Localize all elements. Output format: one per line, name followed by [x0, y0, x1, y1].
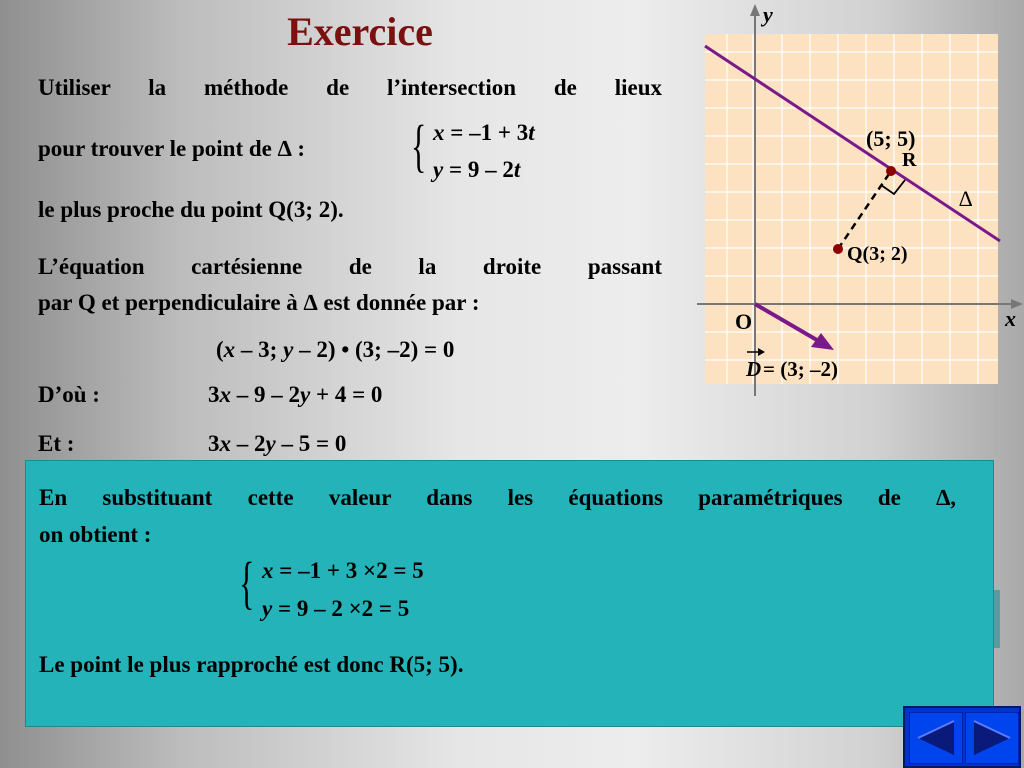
eq-part: – 2) • (3; –2) = 0 — [293, 337, 455, 362]
dou-equation — [208, 380, 382, 410]
eq-part: – 2 — [231, 431, 266, 456]
substitution-x — [262, 556, 424, 586]
substitution-y — [262, 594, 409, 624]
parametric-x — [433, 118, 535, 148]
eq-part: + 4 = 0 — [310, 382, 383, 407]
substitution-brace: { — [239, 550, 255, 615]
var-y: y — [265, 431, 276, 456]
param-y-expr: = 9 – 2 — [443, 157, 514, 182]
teal-result-box — [25, 460, 994, 727]
intro-line-2: pour trouver le point de ∆ : — [38, 136, 306, 161]
var-x: x — [219, 382, 231, 407]
et-equation — [208, 429, 346, 459]
sub-x-expr: = –1 + 3 ×2 = 5 — [273, 558, 424, 583]
intro-line-1: Utiliser la méthode de l’intersection de lieux — [38, 75, 662, 100]
var-t: t — [513, 157, 521, 182]
point-Q — [833, 244, 843, 254]
point-R-coords: (5; 5) — [866, 126, 916, 151]
y-axis-arrow-icon — [750, 4, 760, 16]
para2-line-2: par Q et perpendiculaire à ∆ est donnée par : — [38, 290, 480, 315]
teal-line-2: on obtient : — [39, 522, 152, 547]
eq-part: 3 — [208, 431, 220, 456]
y-axis-label: y — [763, 2, 773, 27]
param-x-expr: = –1 + 3 — [444, 120, 529, 145]
origin-label: O — [735, 309, 753, 334]
dot-product-equation — [216, 335, 454, 365]
eq-part: ( — [216, 337, 224, 362]
next-slide-button[interactable] — [965, 712, 1019, 764]
eq-part: – 5 = 0 — [275, 431, 347, 456]
eq-part: 3 — [208, 382, 220, 407]
var-x: x — [219, 431, 231, 456]
conclusion: Le point le plus rapproché est donc R(5; 5). — [39, 652, 464, 677]
var-y: y — [300, 382, 311, 407]
sub-y-expr: = 9 – 2 ×2 = 5 — [272, 596, 410, 621]
eq-part: – 9 – 2 — [231, 382, 300, 407]
vector-label-D: D — [746, 357, 762, 381]
navigation-bar — [903, 706, 1021, 768]
dou-label: D’où : — [38, 382, 100, 407]
left-triangle-icon — [910, 713, 962, 763]
para2-line-1: L’équation cartésienne de la droite passant — [38, 254, 662, 279]
var-y: y — [433, 157, 444, 182]
delta-label: ∆ — [959, 186, 973, 211]
right-triangle-icon — [966, 713, 1018, 763]
et-label: Et : — [38, 431, 75, 456]
var-y: y — [283, 337, 294, 362]
slide-title: Exercice — [287, 9, 433, 54]
var-x: x — [433, 120, 445, 145]
x-axis-label: x — [1005, 306, 1016, 331]
coordinate-graph — [697, 0, 1024, 400]
eq-part: – 3; — [235, 337, 284, 362]
var-y: y — [262, 596, 273, 621]
var-t: t — [528, 120, 535, 145]
point-Q-label: Q(3; 2) — [847, 243, 908, 265]
parametric-brace: { — [411, 113, 427, 178]
vector-value: = (3; –2) — [763, 357, 838, 381]
var-x: x — [262, 558, 274, 583]
teal-line-1: En substituant cette valeur dans les équations paramétriques de ∆, — [39, 485, 956, 510]
point-R — [886, 166, 896, 176]
parametric-y — [433, 155, 520, 185]
previous-slide-button[interactable] — [909, 712, 963, 764]
var-x: x — [223, 337, 236, 362]
point-R-label: R — [902, 149, 917, 171]
intro-line-3: le plus proche du point Q(3; 2). — [38, 197, 344, 222]
